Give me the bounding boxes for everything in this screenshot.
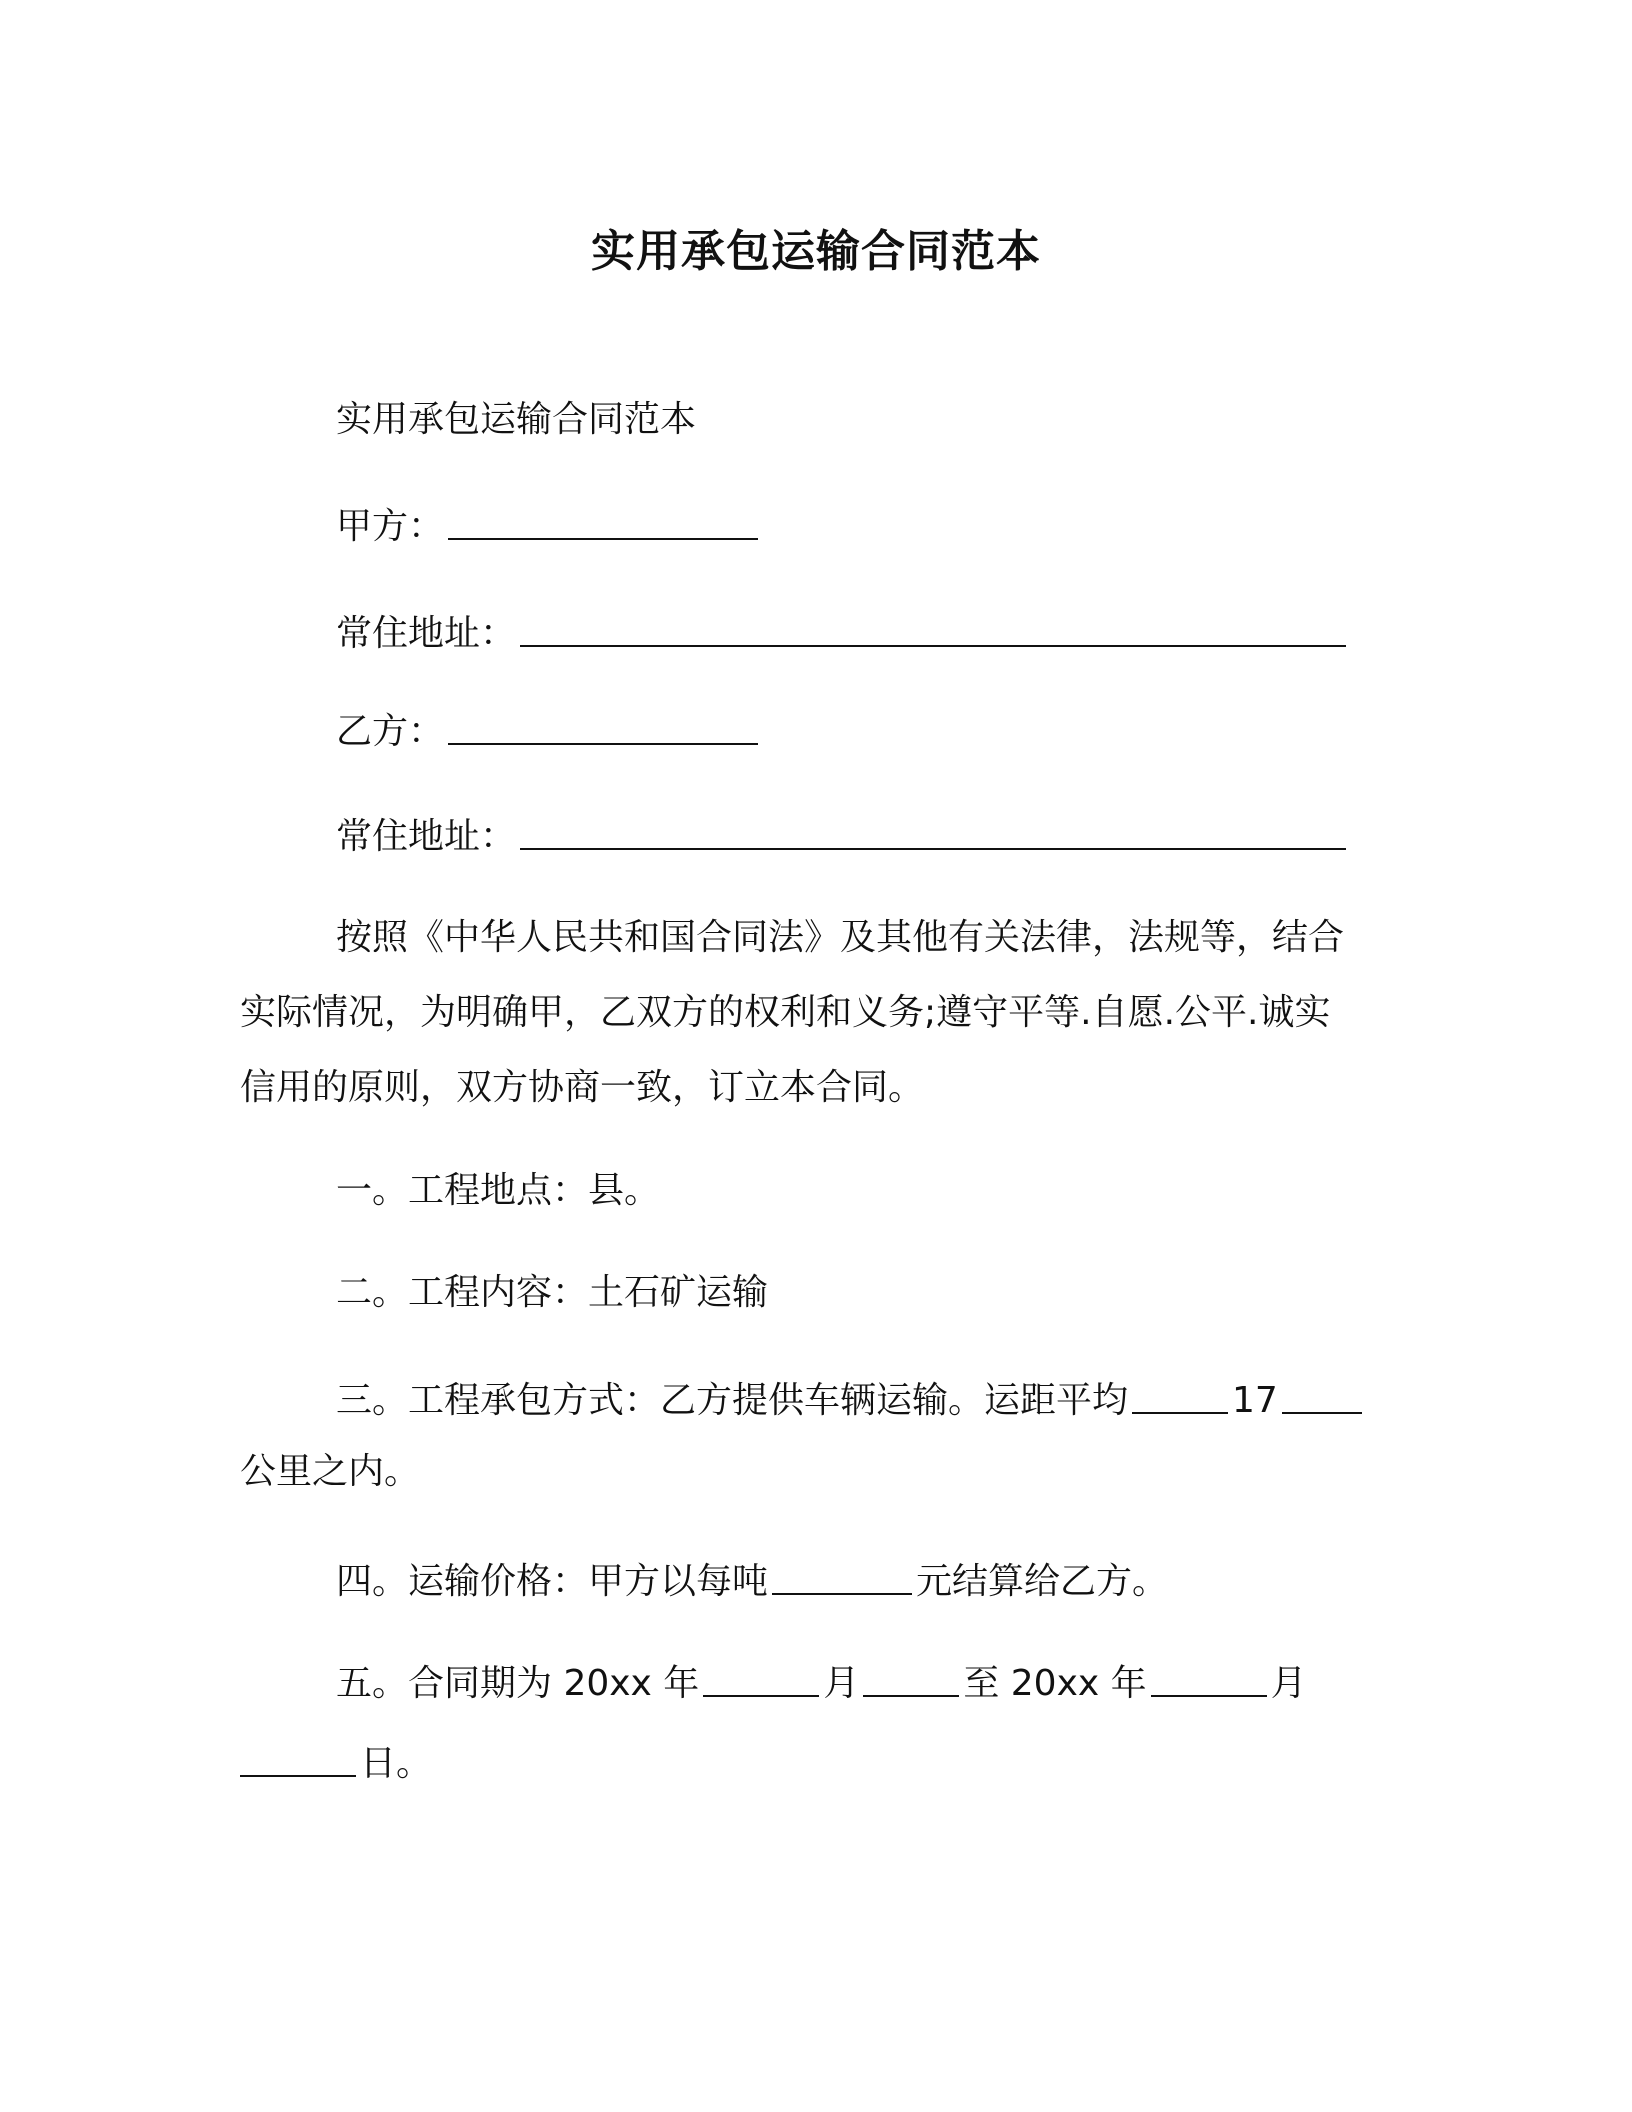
- clause-4-price-blank: [772, 1555, 912, 1595]
- clause-3-blank-before: [1132, 1374, 1228, 1414]
- party-b-address-label: 常住地址：: [336, 816, 517, 857]
- party-b-line: [240, 703, 1486, 757]
- clause-3-blank-after: [1282, 1374, 1362, 1414]
- clause-5-month-2: 月: [1270, 1663, 1307, 1704]
- party-b-label: 乙方：: [336, 711, 445, 752]
- preamble-line-2: 实际情况，为明确甲，乙双方的权利和义务;遵守平等.自愿.公平.诚实: [240, 992, 1331, 1033]
- party-a-line: [240, 498, 1486, 552]
- clause-4: [240, 1553, 1486, 1607]
- clause-5-month-blank-2: [1151, 1657, 1267, 1697]
- party-b-address-line: [240, 808, 1486, 862]
- clause-5-day-blank-2: [240, 1737, 356, 1777]
- subtitle-text: 实用承包运输合同范本: [336, 399, 697, 440]
- party-a-address-label: 常住地址：: [336, 613, 517, 654]
- party-b-address-blank: [520, 810, 1346, 850]
- document-subtitle: [240, 395, 1486, 445]
- clause-3-line-2: 公里之内。: [240, 1451, 421, 1492]
- clause-5-line-2: [240, 1735, 1390, 1789]
- clause-5-to: 至 20xx 年: [963, 1663, 1147, 1704]
- clause-3-text: 三。工程承包方式：乙方提供车辆运输。运距平均: [336, 1380, 1129, 1421]
- party-a-address-blank: [520, 607, 1346, 647]
- clause-5-month-blank-1: [703, 1657, 819, 1697]
- clause-5-line-1: [240, 1655, 1486, 1709]
- preamble-line-1: 按照《中华人民共和国合同法》及其他有关法律，法规等，结合: [336, 917, 1345, 958]
- clause-5-month-1: 月: [823, 1663, 860, 1704]
- party-a-address-line: [240, 605, 1486, 659]
- clause-5-text: 五。合同期为 20xx 年: [336, 1663, 700, 1704]
- party-a-blank: [448, 500, 758, 540]
- document-title: 实用承包运输合同范本: [591, 226, 1041, 277]
- clause-1: 一。工程地点：县。: [336, 1170, 661, 1211]
- clause-2: 二。工程内容：土石矿运输: [336, 1272, 769, 1313]
- clause-4-text-after: 元结算给乙方。: [916, 1561, 1169, 1602]
- clause-3-distance-value: 17: [1232, 1380, 1278, 1421]
- preamble-line-3: 信用的原则，双方协商一致，订立本合同。: [240, 1067, 925, 1108]
- clause-3-line-1: [240, 1372, 1486, 1426]
- clause-5-day-blank-1: [863, 1657, 959, 1697]
- clause-5-day: 日。: [360, 1743, 433, 1784]
- party-b-blank: [448, 705, 758, 745]
- clause-4-text: 四。运输价格：甲方以每吨: [336, 1561, 769, 1602]
- party-a-label: 甲方：: [336, 506, 445, 547]
